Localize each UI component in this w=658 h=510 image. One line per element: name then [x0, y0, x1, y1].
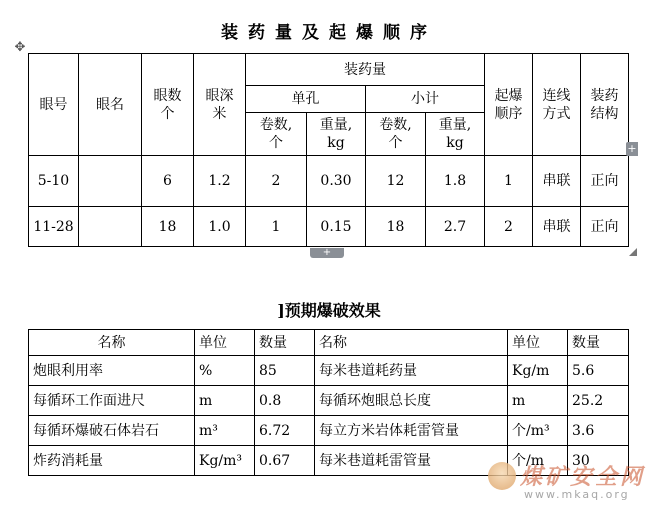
- cell-quantity: 85: [255, 356, 315, 386]
- cell-quantity: 0.67: [255, 446, 315, 476]
- header-hole-name: 眼名: [79, 54, 142, 156]
- cell-count: 6: [142, 156, 194, 207]
- header-weight-total: 重量, kg: [426, 113, 485, 156]
- header-hole-count: 眼数 个: [142, 54, 194, 156]
- cell-sequence: 1: [485, 156, 533, 207]
- header-unit: 单位: [508, 330, 568, 356]
- cell-unit: m: [508, 386, 568, 416]
- watermark: [488, 460, 648, 506]
- cell-unit: 个/m³: [508, 416, 568, 446]
- cell-structure: 正向: [581, 207, 629, 247]
- cell-quantity: 25.2: [568, 386, 629, 416]
- table-row: [29, 416, 629, 446]
- cell-hole-no: 5-10: [29, 156, 79, 207]
- cell-unit: m³: [195, 416, 255, 446]
- cell-name: 每米巷道耗雷管量: [315, 446, 508, 476]
- table-row: [29, 386, 629, 416]
- cell-unit: 个/m: [508, 446, 568, 476]
- cell-quantity: 0.8: [255, 386, 315, 416]
- cell-hole-no: 11-28: [29, 207, 79, 247]
- cell-quantity: 5.6: [568, 356, 629, 386]
- table-row: [29, 356, 629, 386]
- cell-weight-total: 1.8: [426, 156, 485, 207]
- cell-rolls: 1: [246, 207, 307, 247]
- cell-unit: m: [195, 386, 255, 416]
- header-charge: 装药量: [246, 54, 485, 86]
- cell-depth: 1.0: [194, 207, 246, 247]
- table-row: [29, 207, 629, 247]
- header-quantity: 数量: [568, 330, 629, 356]
- header-hole-depth: 眼深 米: [194, 54, 246, 156]
- charge-sequence-table: [28, 53, 629, 247]
- cell-connection: 串联: [533, 156, 581, 207]
- cell-hole-name: [79, 156, 142, 207]
- add-column-plus-icon[interactable]: +: [627, 142, 637, 155]
- header-sequence: 起爆 顺序: [485, 54, 533, 156]
- cell-structure: 正向: [581, 156, 629, 207]
- header-quantity: 数量: [255, 330, 315, 356]
- cell-unit: Kg/m: [508, 356, 568, 386]
- cell-count: 18: [142, 207, 194, 247]
- cell-name: 炸药消耗量: [29, 446, 195, 476]
- cell-name: 每立方米岩体耗雷管量: [315, 416, 508, 446]
- cell-name: 每米巷道耗药量: [315, 356, 508, 386]
- cell-weight: 0.30: [307, 156, 366, 207]
- cell-name: 炮眼利用率: [29, 356, 195, 386]
- header-name: 名称: [29, 330, 195, 356]
- watermark-logo-icon: [488, 462, 516, 490]
- header-weight-single: 重量, kg: [307, 113, 366, 156]
- header-row: [29, 330, 629, 356]
- cell-name: 每循环工作面进尺: [29, 386, 195, 416]
- cell-rolls-total: 12: [366, 156, 426, 207]
- cell-rolls-total: 18: [366, 207, 426, 247]
- table-move-icon[interactable]: ✥: [14, 40, 26, 55]
- header-name: 名称: [315, 330, 508, 356]
- table-resize-icon[interactable]: [629, 248, 637, 256]
- cell-connection: 串联: [533, 207, 581, 247]
- header-connection: 连线 方式: [533, 54, 581, 156]
- cell-weight: 0.15: [307, 207, 366, 247]
- watermark-url: www.mkaq.org: [524, 488, 630, 501]
- cell-unit: %: [195, 356, 255, 386]
- cell-rolls: 2: [246, 156, 307, 207]
- blasting-charge-title: 装药量及起爆顺序: [221, 23, 437, 43]
- header-structure: 装药 结构: [581, 54, 629, 156]
- blasting-effect-table: [28, 329, 629, 476]
- cell-weight-total: 2.7: [426, 207, 485, 247]
- cell-hole-name: [79, 207, 142, 247]
- blasting-effect-title: ]预期爆破效果: [277, 301, 381, 320]
- header-rolls-total: 卷数, 个: [366, 113, 426, 156]
- cell-sequence: 2: [485, 207, 533, 247]
- header-subtotal: 小计: [366, 86, 485, 113]
- cell-unit: Kg/m³: [195, 446, 255, 476]
- header-single-hole: 单孔: [246, 86, 366, 113]
- header-hole-no: 眼号: [29, 54, 79, 156]
- add-row-plus-icon[interactable]: +: [310, 248, 344, 258]
- cell-name: 每循环爆破石体岩石: [29, 416, 195, 446]
- header-rolls-single: 卷数, 个: [246, 113, 307, 156]
- cell-quantity: 6.72: [255, 416, 315, 446]
- cell-quantity: 3.6: [568, 416, 629, 446]
- cell-quantity: 30: [568, 446, 629, 476]
- watermark-brand: 煤矿安全网: [520, 464, 646, 490]
- table-row: [29, 156, 629, 207]
- cell-depth: 1.2: [194, 156, 246, 207]
- cell-name: 每循环炮眼总长度: [315, 386, 508, 416]
- header-unit: 单位: [195, 330, 255, 356]
